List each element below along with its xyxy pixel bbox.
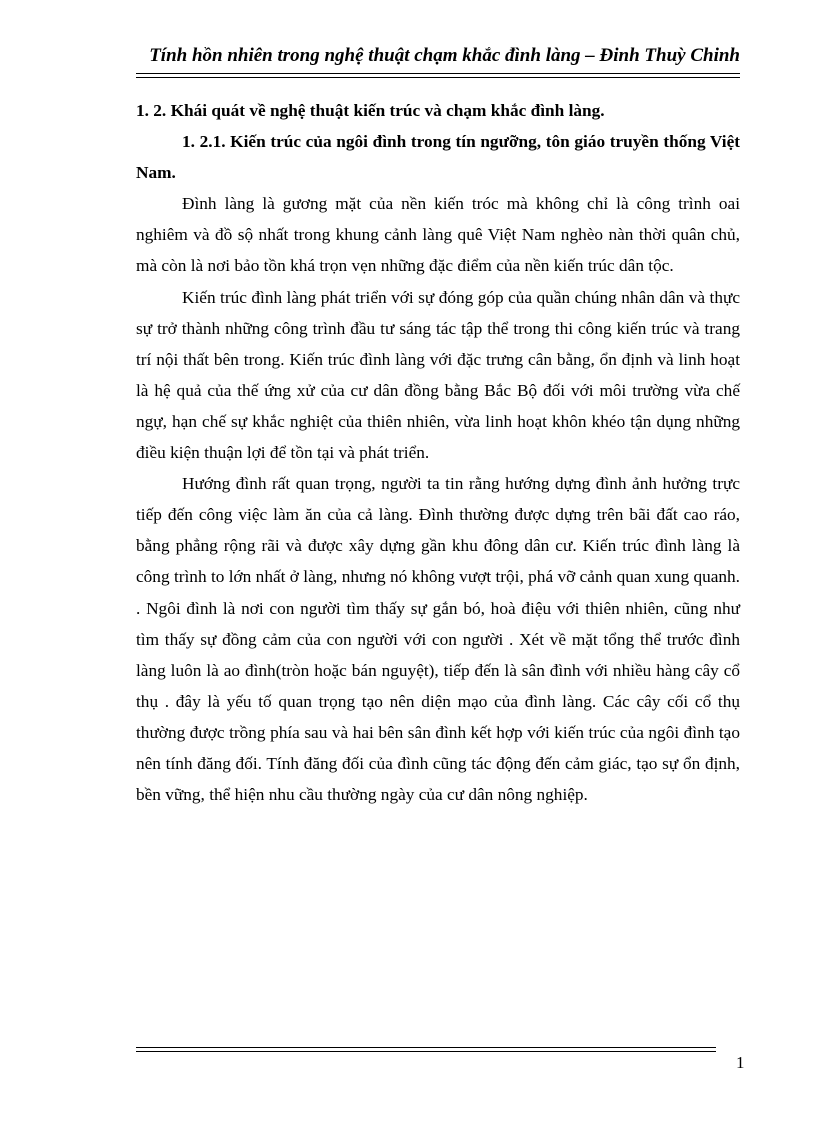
page-number: 1	[736, 1053, 745, 1072]
document-body	[136, 92, 740, 810]
paragraph-1: Đình làng là gương mặt của nền kiến tróc mà không chỉ là công trình oai nghiêm và đồ sộ nhất trong khung cảnh làng quê Việt Nam nghèo nàn thời quân chủ, mà còn là nơi bảo tồn khá trọn vẹn những đặc điểm của nền kiến trúc dân tộc.	[136, 194, 740, 276]
subsection-heading: 1. 2.1. Kiến trúc của ngôi đình trong tín ngưỡng, tôn giáo truyền thống Việt Nam.	[136, 132, 740, 183]
running-header-title: Tính hồn nhiên trong nghệ thuật chạm khắc đình làng – Đinh Thuỳ Chinh	[149, 45, 740, 66]
section-heading: 1. 2. Khái quát về nghệ thuật kiến trúc và chạm khắc đình làng.	[136, 101, 605, 120]
paragraph-2: Kiến trúc đình làng phát triển với sự đóng góp của quần chúng nhân dân và thực sự trở thành những công trình đầu tư sáng tác tập thể trong thi công kiến trúc và trang trí nội thất bên trong. Kiến trúc đình làng với đặc trưng cân bằng, ổn định và linh hoạt là hệ quả của thế ứng xử của cư dân đồng bằng Bắc Bộ đối với môi trường vừa chế ngự, hạn chế sự khắc nghiệt của thiên nhiên, vừa linh hoạt khôn khéo tận dụng những điều kiện thuận lợi để tồn tại và phát triển.	[136, 287, 740, 463]
header-rule-top	[136, 73, 740, 74]
footer-rule-bottom	[136, 1051, 716, 1052]
footer-rule-top	[136, 1047, 716, 1048]
paragraph-3: Hướng đình rất quan trọng, người ta tin rằng hướng dựng đình ảnh hưởng trực tiếp đến công việc làm ăn của cả làng. Đình thường được dựng trên bãi đất cao ráo, bằng phẳng rộng rãi và được xây dựng gần khu đông dân cư. Kiến trúc đình làng là công trình to lớn nhất ở làng, nhưng nó không vượt trội, phá vỡ cảnh quan xung quanh. . Ngôi đình là nơi con người tìm thấy sự gắn bó, hoà điệu với thiên nhiên, cũng như tìm thấy sự đồng cảm của con người với con người . Xét về mặt tổng thể trước đình làng luôn là ao đình(tròn hoặc bán nguyệt), tiếp đến là sân đình với nhiều hàng cây cổ thụ . đây là yếu tố quan trọng tạo nên diện mạo của đình làng. Các cây cối cổ thụ thường được trồng phía sau và hai bên sân đình kết hợp với kiến trúc của ngôi đình tạo nên tính đăng đối. Tính đăng đối của đình cũng tác động đến cảm giác, tạo sự ổn định, bền vững, thể hiện nhu cầu thường ngày của cư dân nông nghiệp.	[136, 474, 740, 805]
header-rule-bottom	[136, 77, 740, 78]
